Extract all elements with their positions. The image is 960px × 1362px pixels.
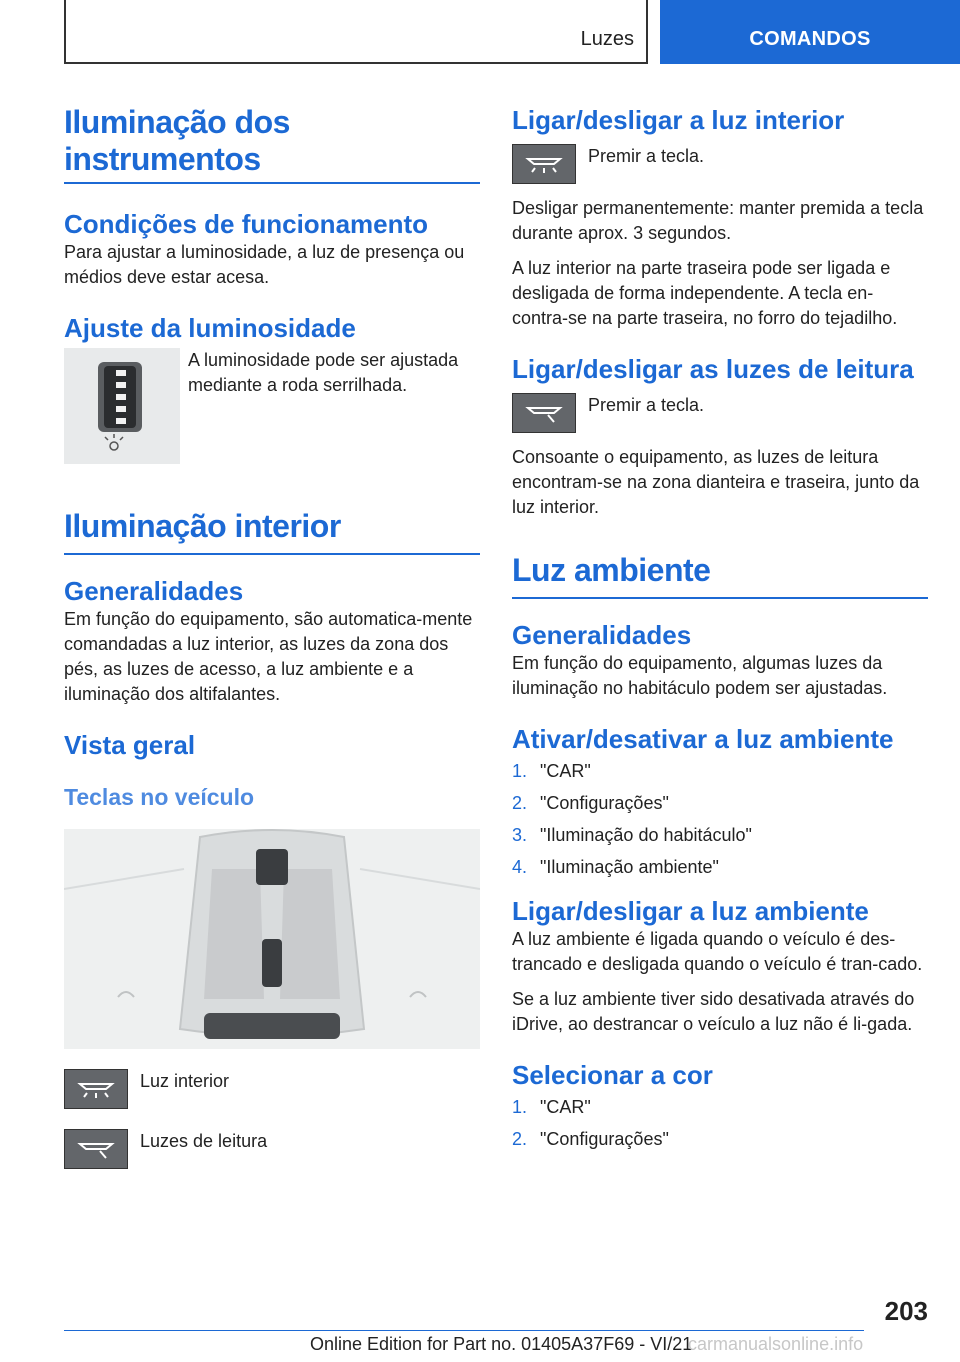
ambient-title-block	[512, 552, 928, 599]
list-item	[512, 755, 928, 787]
step-number: 2.	[512, 1129, 528, 1149]
instruments-title-line1: Iluminação dos	[64, 104, 290, 140]
right-column	[512, 104, 928, 1155]
footer-watermark: carmanualsonline.info	[688, 1334, 864, 1354]
interior-light-heading: Ligar/desligar a luz interior	[512, 105, 845, 135]
list-item	[512, 819, 928, 851]
interior-title-block	[64, 508, 480, 555]
reading-light-icon	[64, 1129, 128, 1169]
header-tab-label: COMANDOS	[749, 28, 871, 50]
step-text: "CAR"	[540, 1097, 591, 1117]
list-item	[512, 1091, 928, 1123]
conditions-text: Para ajustar a luminosidade, a luz de presença ou médios deve estar acesa.	[64, 242, 465, 287]
reading-lights-heading: Ligar/desligar as luzes de leitura	[512, 354, 914, 384]
legend-interior	[64, 1069, 480, 1109]
interior-title: Iluminação interior	[64, 508, 341, 544]
interior-light-p1: Desligar permanentemente: manter premida a tecla durante aprox. 3 segundos.	[512, 198, 924, 243]
overview-heading: Vista geral	[64, 730, 196, 760]
reading-lights-p1: Consoante o equipamento, as luzes de leitura encontram-se na zona dianteira e traseira, junto da luz interior.	[512, 447, 920, 517]
general-text-left: Em função do equipamento, são automatica‐mente comandadas a luz interior, as luzes da zona dos pés, as luzes de acesso, a luz ambiente e a iluminação dos altifalantes.	[64, 609, 473, 704]
legend-reading-label: Luzes de leitura	[140, 1131, 268, 1151]
brightness-heading: Ajuste da luminosidade	[64, 313, 356, 343]
step-number: 2.	[512, 793, 528, 813]
brightness-row	[64, 348, 480, 464]
keys-heading: Teclas no veículo	[64, 784, 255, 810]
general-heading-right: Generalidades	[512, 620, 692, 650]
reading-lights-press: Premir a tecla.	[588, 395, 705, 415]
interior-light-press: Premir a tecla.	[588, 146, 705, 166]
onoff-ambient-p1: A luz ambiente é ligada quando o veículo é des‐trancado e desligada quando o veículo é tran‐cado.	[512, 929, 923, 974]
step-number: 3.	[512, 825, 528, 845]
step-text: "Configurações"	[540, 1129, 669, 1149]
select-color-heading: Selecionar a cor	[512, 1060, 713, 1090]
step-text: "Iluminação do habitáculo"	[540, 825, 752, 845]
activate-ambient-heading: Ativar/desativar a luz ambiente	[512, 724, 894, 754]
page-number: 203	[884, 1296, 928, 1326]
reading-lights-row	[512, 393, 928, 433]
step-text: "CAR"	[540, 761, 591, 781]
footer-divider	[64, 1330, 864, 1331]
step-text: "Iluminação ambiente"	[540, 857, 719, 877]
conditions-heading: Condições de funcionamento	[64, 209, 429, 239]
ambient-title: Luz ambiente	[512, 552, 711, 588]
step-number: 1.	[512, 761, 528, 781]
interior-light-row	[512, 144, 928, 184]
instruments-title-block	[64, 104, 480, 184]
instruments-title-line2: instrumentos	[64, 141, 261, 177]
step-number: 1.	[512, 1097, 528, 1117]
onoff-ambient-p2: Se a luz ambiente tiver sido desativada através do iDrive, ao destrancar o veículo a luz não é li‐gada.	[512, 989, 915, 1034]
activate-ambient-steps	[512, 755, 928, 883]
header-section-label: Luzes	[580, 28, 634, 50]
step-number: 4.	[512, 857, 528, 877]
list-item	[512, 787, 928, 819]
list-item	[512, 1123, 928, 1155]
select-color-steps	[512, 1091, 928, 1155]
footer-edition: Online Edition for Part no. 01405A37F69 - VI/21	[310, 1334, 693, 1354]
step-text: "Configurações"	[540, 793, 669, 813]
brightness-wheel-image	[64, 348, 180, 464]
reading-light-key-icon	[512, 393, 576, 433]
list-item	[512, 851, 928, 883]
interior-light-key-icon	[512, 144, 576, 184]
general-text-right: Em função do equipamento, algumas luzes da iluminação no habitáculo podem ser ajustadas.	[512, 653, 888, 698]
header-tab[interactable]	[660, 0, 960, 64]
legend-reading	[64, 1129, 480, 1169]
legend-interior-label: Luz interior	[140, 1071, 230, 1091]
interior-light-icon	[64, 1069, 128, 1109]
header-section-box	[64, 0, 648, 64]
brightness-text: A luminosidade pode ser ajustada mediante a roda serrilhada.	[188, 350, 459, 395]
left-column	[64, 104, 480, 1169]
ceiling-console-photo	[64, 829, 480, 1049]
interior-light-p2: A luz interior na parte traseira pode ser ligada e desligada de forma independente. A tecla en‐contra-se na parte traseira, no forro do tejadilho.	[512, 258, 898, 328]
onoff-ambient-heading: Ligar/desligar a luz ambiente	[512, 896, 869, 926]
general-heading-left: Generalidades	[64, 576, 244, 606]
